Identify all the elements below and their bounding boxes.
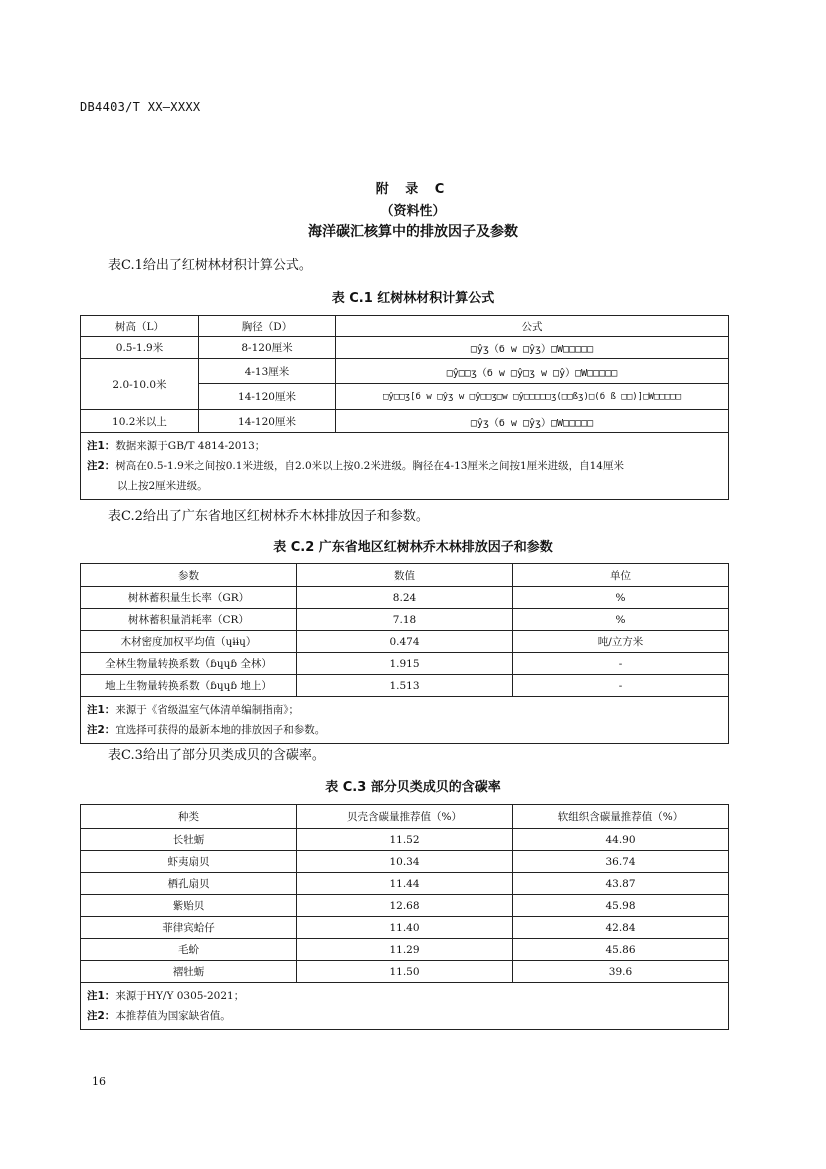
species-cell: 毛蚧 (81, 939, 297, 961)
table-notes-row (81, 983, 729, 1030)
diameter-cell: 14-120厘米 (199, 410, 336, 433)
species-cell: 栖孔扇贝 (81, 873, 297, 895)
table-row (81, 410, 729, 433)
tissue-cell: 44.90 (513, 829, 729, 851)
tissue-cell: 45.86 (513, 939, 729, 961)
height-cell: 10.2米以上 (81, 410, 199, 433)
species-cell: 褶牡蛎 (81, 961, 297, 983)
shell-cell: 11.44 (297, 873, 513, 895)
formula-cell: □ŷ□□ӡ[б w □ŷӡ w □ŷ□□ӡ□w □ŷ□□□□□ӡ(□□ßӡ)□(б ß □□)]□W□□□□□ (336, 384, 729, 410)
table-row (81, 851, 729, 873)
table-c1-caption: 表 C.1 红树林材积计算公式 (331, 291, 495, 306)
table-header-row (81, 316, 729, 337)
note-text: 来源于《省级温室气体清单编制指南》； (115, 704, 300, 716)
column-header: 参数 (81, 564, 297, 587)
value-cell: 8.24 (297, 587, 513, 609)
document-code: DB4403/T XX—XXXX (80, 100, 201, 114)
unit-cell: - (513, 653, 729, 675)
appendix-nature: （资料性） (380, 204, 446, 219)
shell-cell: 11.50 (297, 961, 513, 983)
shell-cell: 11.52 (297, 829, 513, 851)
species-cell: 菲律宾蛤仔 (81, 917, 297, 939)
value-cell: 1.915 (297, 653, 513, 675)
param-cell: 地上生物量转换系数（ɓɥɥɓ 地上） (81, 675, 297, 697)
table-row (81, 961, 729, 983)
value-cell: 1.513 (297, 675, 513, 697)
table-row (81, 337, 729, 359)
note-2 (87, 1006, 722, 1026)
note-text: 来源于HY/Y 0305-2021； (115, 990, 245, 1002)
height-cell: 2.0-10.0米 (81, 359, 199, 410)
page-number: 16 (92, 1075, 106, 1088)
table-row (81, 609, 729, 631)
table-row (81, 917, 729, 939)
note-label: 注1： (87, 990, 116, 1002)
note-text: 宜选择可获得的最新本地的排放因子和参数。 (115, 724, 326, 736)
diameter-cell: 14-120厘米 (199, 384, 336, 410)
param-cell: 全林生物量转换系数（ɓɥɥɓ 全林） (81, 653, 297, 675)
param-cell: 木材密度加权平均值（ɥɨɨɥ） (81, 631, 297, 653)
table-header-row (81, 805, 729, 829)
column-header: 数值 (297, 564, 513, 587)
param-cell: 树林蓄积量生长率（GR） (81, 587, 297, 609)
shell-cell: 12.68 (297, 895, 513, 917)
diameter-cell: 4-13厘米 (199, 359, 336, 384)
unit-cell: % (513, 609, 729, 631)
intro-table-c1: 表C.1给出了红树林材积计算公式。 (108, 258, 312, 273)
tissue-cell: 39.6 (513, 961, 729, 983)
table-notes (81, 983, 729, 1030)
shell-cell: 11.29 (297, 939, 513, 961)
intro-table-c2: 表C.2给出了广东省地区红树林乔木林排放因子和参数。 (108, 509, 429, 524)
diameter-cell: 8-120厘米 (199, 337, 336, 359)
value-cell: 7.18 (297, 609, 513, 631)
column-header: 软组织含碳量推荐值（%） (513, 805, 729, 829)
height-cell: 0.5-1.9米 (81, 337, 199, 359)
unit-cell: - (513, 675, 729, 697)
formula-cell: □ŷ□□ӡ（б w □ŷ□ӡ w □ŷ）□W□□□□□ (336, 359, 729, 384)
param-cell: 树林蓄积量消耗率（CR） (81, 609, 297, 631)
column-header: 胸径（D） (199, 316, 336, 337)
column-header: 贝壳含碳量推荐值（%） (297, 805, 513, 829)
table-c1 (80, 315, 729, 500)
column-header: 单位 (513, 564, 729, 587)
unit-cell: % (513, 587, 729, 609)
tissue-cell: 42.84 (513, 917, 729, 939)
note-1 (87, 436, 722, 456)
species-cell: 虾夷扇贝 (81, 851, 297, 873)
tissue-cell: 45.98 (513, 895, 729, 917)
table-c3 (80, 804, 729, 1030)
table-notes (81, 433, 729, 500)
note-text-continued: 以上按2厘米进级。 (117, 480, 208, 492)
note-label: 注2： (87, 460, 116, 472)
tissue-cell: 43.87 (513, 873, 729, 895)
table-c3-caption: 表 C.3 部分贝类成贝的含碳率 (325, 780, 501, 795)
shell-cell: 10.34 (297, 851, 513, 873)
species-cell: 紫贻贝 (81, 895, 297, 917)
note-label: 注2： (87, 1010, 116, 1022)
note-text: 树高在0.5-1.9米之间按0.1米进级，自2.0米以上按0.2米进级。胸径在4-13厘米之间按1厘米进级，自14厘米 (115, 460, 624, 472)
table-notes-row (81, 697, 729, 744)
formula-cell: □ŷӡ（б w □ŷӡ）□W□□□□□ (336, 337, 729, 359)
table-row (81, 939, 729, 961)
table-row (81, 895, 729, 917)
table-header-row (81, 564, 729, 587)
table-row (81, 873, 729, 895)
note-2 (87, 456, 722, 496)
note-label: 注1： (87, 704, 116, 716)
table-row (81, 631, 729, 653)
note-1 (87, 986, 722, 1006)
column-header: 种类 (81, 805, 297, 829)
table-row (81, 653, 729, 675)
table-row (81, 675, 729, 697)
note-label: 注1： (87, 440, 116, 452)
unit-cell: 吨/立方米 (513, 631, 729, 653)
species-cell: 长牡蛎 (81, 829, 297, 851)
table-c2 (80, 563, 729, 744)
column-header: 树高（L） (81, 316, 199, 337)
column-header: 公式 (336, 316, 729, 337)
tissue-cell: 36.74 (513, 851, 729, 873)
formula-cell: □ŷӡ（б w □ŷӡ）□W□□□□□ (336, 410, 729, 433)
value-cell: 0.474 (297, 631, 513, 653)
note-2 (87, 720, 722, 740)
table-notes-row (81, 433, 729, 500)
intro-table-c3: 表C.3给出了部分贝类成贝的含碳率。 (108, 748, 325, 763)
note-text: 数据来源于GB/T 4814-2013； (115, 440, 266, 452)
table-row (81, 587, 729, 609)
note-label: 注2： (87, 724, 116, 736)
shell-cell: 11.40 (297, 917, 513, 939)
appendix-label: 附 录 C (375, 182, 451, 197)
table-notes (81, 697, 729, 744)
note-text: 本推荐值为国家缺省值。 (115, 1010, 231, 1022)
table-row (81, 359, 729, 384)
table-row (81, 829, 729, 851)
table-c2-caption: 表 C.2 广东省地区红树林乔木林排放因子和参数 (273, 540, 553, 555)
note-1 (87, 700, 722, 720)
appendix-title: 海洋碳汇核算中的排放因子及参数 (308, 224, 518, 240)
